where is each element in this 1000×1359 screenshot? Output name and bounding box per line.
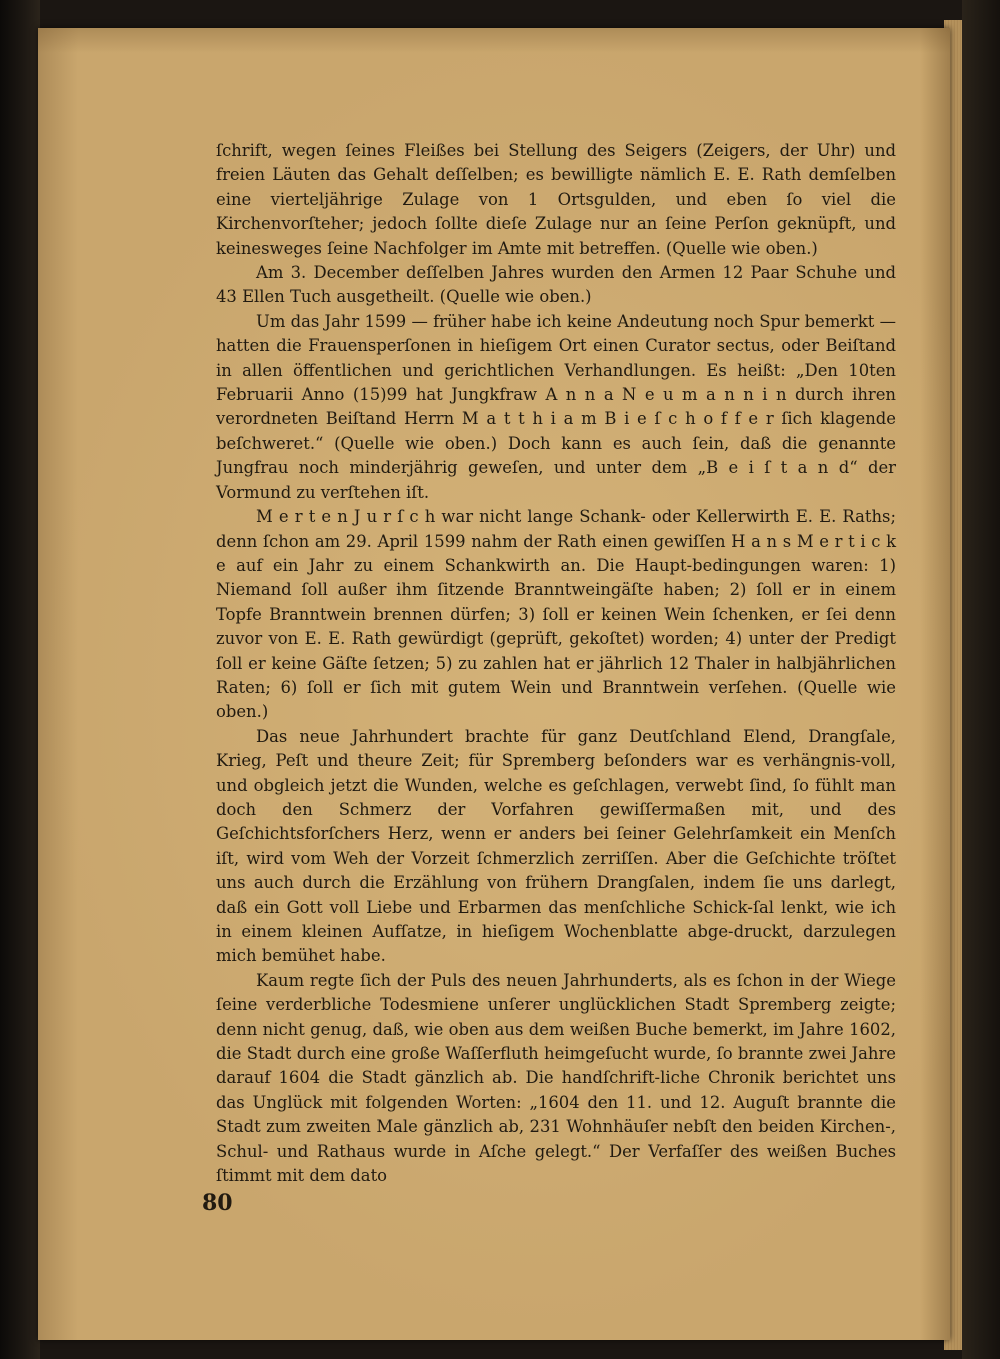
body-text: [216, 139, 896, 1188]
paragraph-1: ſchrift, wegen ſeines Fleißes bei Stellung des Seigers (Zeigers, der Uhr) und freien Läuten das Gehalt deſſelben; es bewilligte nämlich E. E. Rath demſelben eine vierteljährige Zulage von 1 Ortsgulden, und eben ſo viel die Kirchenvorſteher; jedoch ſollte dieſe Zulage nur an ſeine Perſon geknüpft, und keinesweges ſeine Nachfolger im Amte mit betreffen. (Quelle wie oben.): [216, 141, 896, 258]
paragraph-3: Um das Jahr 1599 — früher habe ich keine Andeutung noch Spur bemerkt — hatten die Frauensperſonen in hieſigem Ort einen Curator sectus, oder Beiſtand in allen öffentlichen und gerichtlichen Verhandlungen. Es heißt: „Den 10ten Februarii Anno (15)99 hat Jungkfraw A n n a N e u m a n n i n durch ihren verordneten Beiſtand Herrn M a t t h i a m B i e ſ c h o f f e r ſich klagende beſchweret.“ (Quelle wie oben.) Doch kann es auch ſein, daß die genannte Jungfrau noch minderjährig geweſen, und unter dem „B e i ſ t a n d“ der Vormund zu verſtehen iſt.: [216, 311, 896, 502]
paragraph-5: Das neue Jahrhundert brachte für ganz Deutſchland Elend, Drangſale, Krieg, Peſt und theure Zeit; für Spremberg beſonders war es verhängnis-voll, und obgleich jetzt die Wunden, welche es geſchlagen, verwebt ſind, ſo fühlt man doch den Schmerz der Vorfahren gewiſſermaßen mit, und des Geſchichtsforſchers Herz, wenn er anders bei ſeiner Gelehrſamkeit ein Menſch iſt, wird vom Weh der Vorzeit ſchmerzlich zerriſſen. Aber die Geſchichte tröſtet uns auch durch die Erzählung von frühern Drangſalen, indem ſie uns darlegt, daß ein Gott voll Liebe und Erbarmen das menſchliche Schick-ſal lenkt, wie ich in einem kleinen Aufſatze, in hieſigem Wochenblatte abge-druckt, darzulegen mich bemühet habe.: [216, 726, 896, 966]
paragraph-4: M e r t e n J u r ſ c h war nicht lange Schank- oder Kellerwirth E. E. Raths; denn ſchon am 29. April 1599 nahm der Rath einen gewiſſen H a n s M e r t i c k e auf ein Jahr zu einem Schankwirth an. Die Haupt-bedingungen waren: 1) Niemand ſoll außer ihm ſitzende Branntweingäſte haben; 2) ſoll er in einem Topfe Branntwein brennen dürfen; 3) ſoll er keinen Wein ſchenken, er ſei denn zuvor von E. E. Rath gewürdigt (geprüft, gekoſtet) worden; 4) unter der Predigt ſoll er keine Gäſte ſetzen; 5) zu zahlen hat er jährlich 12 Thaler in halbjährlichen Raten; 6) ſoll er ſich mit gutem Wein und Branntwein verſehen. (Quelle wie oben.): [216, 507, 896, 722]
paragraph-6: Kaum regte ſich der Puls des neuen Jahrhunderts, als es ſchon in der Wiege ſeine verderbliche Todesmiene unſerer unglücklichen Stadt Spremberg zeigte; denn nicht genug, daß, wie oben aus dem weißen Buche bemerkt, im Jahre 1602, die Stadt durch eine große Waſſerfluth heimgeſucht wurde, ſo brannte zwei Jahre darauf 1604 die Stadt gänzlich ab. Die handſchrift-liche Chronik berichtet uns das Unglück mit folgenden Worten: „1604 den 11. und 12. Auguſt brannte die Stadt zum zweiten Male gänzlich ab, 231 Wohnhäuſer nebſt den beiden Kirchen-, Schul- und Rathaus wurde in Aſche gelegt.“ Der Verfaſſer des weißen Buches ſtimmt mit dem dato: [216, 970, 896, 1186]
book-cover-right: [962, 0, 1000, 1359]
page-number: 80: [202, 1190, 233, 1216]
book-spine-left: [0, 0, 40, 1359]
paragraph-2: Am 3. December deſſelben Jahres wurden den Armen 12 Paar Schuhe und 43 Ellen Tuch ausgetheilt. (Quelle wie oben.): [216, 263, 896, 307]
